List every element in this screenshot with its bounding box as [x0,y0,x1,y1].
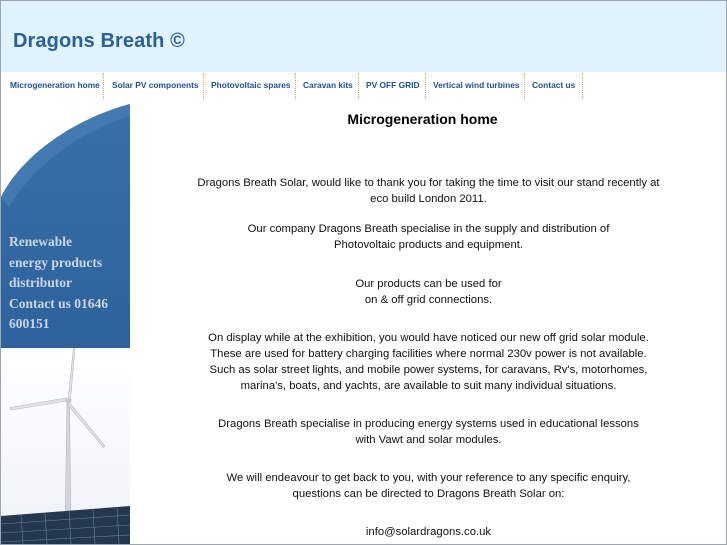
sidebar [1,102,130,544]
paragraph-line: marina's, boats, and yachts, are available to suit many individual situations. [240,380,617,392]
contact-email-link[interactable]: info@solardragons.co.uk [365,526,492,538]
wind-turbine-image [1,348,130,544]
nav-separator [524,73,525,99]
sidebar-tagline [9,232,127,335]
nav-item-contact-us[interactable]: Contact us [532,80,576,90]
paragraph-line: on & off grid connections. [364,294,493,306]
sidebar-line: Renewable [9,234,72,249]
paragraph-line: questions can be directed to Dragons Breath Solar on: [292,488,565,500]
paragraph-line: with Vawt and solar modules. [355,434,502,446]
nav-separator [203,73,204,99]
paragraph-email [131,524,726,540]
sidebar-line: 600151 [9,316,50,331]
paragraph-line: These are used for battery charging facilities where normal 230v power is not available. [210,348,647,360]
main-content [131,102,726,544]
paragraph-line: Such as solar street lights, and mobile power systems, for caravans, Rv's, motorhomes, [209,364,648,376]
nav-separator [582,73,583,99]
paragraph-enquiry [131,470,726,502]
sidebar-line: Contact us 01646 [9,295,109,311]
paragraph-line: We will endeavour to get back to you, with your reference to any specific enquiry, [226,472,631,484]
nav-item-solar-pv-components[interactable]: Solar PV components [112,80,199,90]
nav-item-pv-off-grid[interactable]: PV OFF GRID [366,80,420,90]
nav-item-microgeneration-home[interactable]: Microgeneration home [10,80,100,90]
paragraph-line: Dragons Breath specialise in producing energy systems used in educational lessons [218,418,639,430]
nav-separator [425,73,426,99]
nav-separator [295,73,296,99]
sidebar-line: energy products [9,254,103,270]
paragraph-line: On display while at the exhibition, you would have noticed our new off grid solar module. [208,332,649,344]
paragraph-exhibition [131,330,726,394]
paragraph-line: Photovoltaic products and equipment. [333,239,524,251]
sidebar-line: distributor [9,275,73,290]
paragraph-products [131,276,726,308]
paragraph-line: Our products can be used for [355,278,502,290]
page-title: Microgeneration home [347,111,498,127]
paragraph-line: Our company Dragons Breath specialise in the supply and distribution of [247,223,610,235]
nav-item-caravan-kits[interactable]: Caravan kits [303,80,353,90]
nav-separator [103,73,104,99]
nav-separator [358,73,359,99]
site-title: Dragons Breath © [13,30,185,52]
paragraph-line: eco build London 2011. [370,193,487,205]
site-header [1,1,726,72]
nav-item-photovoltaic-spares[interactable]: Photovoltaic spares [211,80,291,90]
paragraph-thanks [131,175,726,207]
paragraph-line: Dragons Breath Solar, would like to thank you for taking the time to visit our stand recently at [197,177,660,189]
main-nav [1,72,726,102]
nav-item-vertical-wind-turbines[interactable]: Vertical wind turbines [433,80,520,90]
paragraph-company [131,221,726,253]
paragraph-education [131,416,726,448]
